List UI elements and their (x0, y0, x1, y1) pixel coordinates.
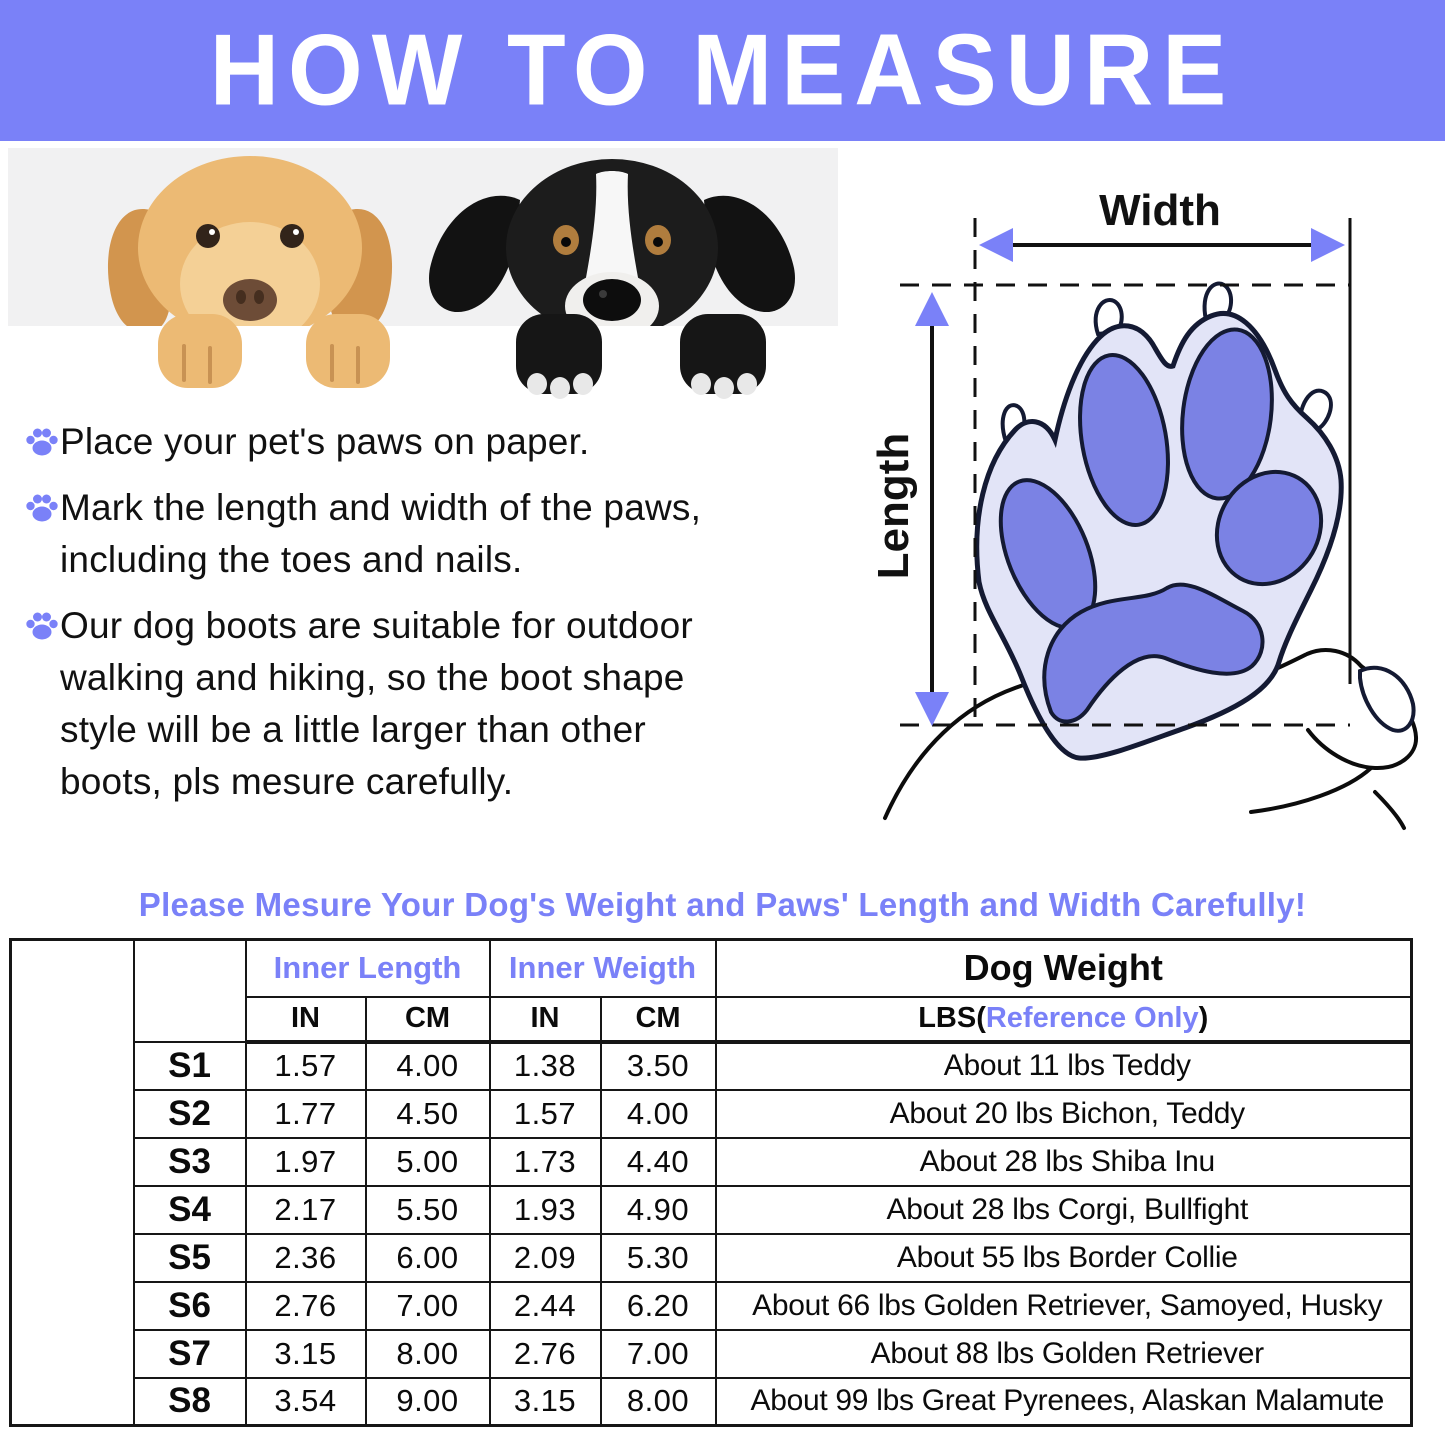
size-cell: S2 (134, 1090, 246, 1138)
table-row (11, 1042, 1412, 1090)
table-row (11, 1378, 1412, 1426)
width-cm-cell: 4.40 (601, 1138, 716, 1186)
unit-header-cm: CM (366, 997, 490, 1042)
measure-notice: Please Mesure Your Dog's Weight and Paws' Length and Width Carefully! (138, 886, 1307, 923)
length-in-cell: 2.76 (246, 1282, 366, 1330)
table-row (11, 1090, 1412, 1138)
width-in-cell: 1.93 (490, 1186, 601, 1234)
page-title: HOW TO MEASURE (209, 13, 1236, 127)
length-cm-cell: 7.00 (366, 1282, 490, 1330)
dog-weight-cell: About 20 lbs Bichon, Teddy (716, 1090, 1412, 1138)
lbs-header: LBS(Reference Only) (716, 997, 1412, 1042)
thumb-nail (1360, 668, 1414, 731)
length-in-cell: 1.77 (246, 1090, 366, 1138)
unit-header-cm: CM (601, 997, 716, 1042)
inner-width-header: Inner Weigth (490, 940, 716, 997)
width-in-cell: 1.38 (490, 1042, 601, 1090)
length-in-cell: 1.57 (246, 1042, 366, 1090)
length-in-cell: 2.36 (246, 1234, 366, 1282)
reference-only-label: Reference Only (985, 1002, 1199, 1034)
size-chart-side-label: SIZE CHART (13, 1141, 132, 1224)
size-chart-table (9, 938, 1413, 1427)
length-cm-cell: 4.50 (366, 1090, 490, 1138)
width-in-cell: 2.76 (490, 1330, 601, 1378)
length-in-cell: 2.17 (246, 1186, 366, 1234)
instruction-text: Place your pet's paws on paper. (60, 421, 590, 462)
dog-weight-header: Dog Weight (716, 940, 1412, 997)
length-cm-cell: 5.50 (366, 1186, 490, 1234)
dog-weight-cell: About 88 lbs Golden Retriever (716, 1330, 1412, 1378)
width-cm-cell: 4.00 (601, 1090, 716, 1138)
length-cm-cell: 9.00 (366, 1378, 490, 1426)
length-cm-cell: 4.00 (366, 1042, 490, 1090)
width-in-cell: 1.73 (490, 1138, 601, 1186)
size-chart-side-band (11, 940, 134, 1426)
size-cell: S7 (134, 1330, 246, 1378)
instruction-item (24, 482, 856, 586)
table-row (11, 1186, 1412, 1234)
width-cm-cell: 6.20 (601, 1282, 716, 1330)
instruction-text: Mark the length and width of the paws, including the toes and nails. (60, 487, 702, 580)
width-cm-cell: 5.30 (601, 1234, 716, 1282)
table-row (11, 1138, 1412, 1186)
width-cm-cell: 8.00 (601, 1378, 716, 1426)
header-banner (0, 0, 1445, 141)
length-in-cell: 1.97 (246, 1138, 366, 1186)
empty-header-cell (134, 940, 246, 1042)
width-label: Width (1099, 186, 1221, 235)
width-cm-cell: 3.50 (601, 1042, 716, 1090)
dog-weight-cell: About 11 lbs Teddy (716, 1042, 1412, 1090)
table-row (11, 1330, 1412, 1378)
unit-header-in: IN (490, 997, 601, 1042)
width-cm-cell: 7.00 (601, 1330, 716, 1378)
dog-weight-cell: About 28 lbs Shiba Inu (716, 1138, 1412, 1186)
dogs-photo-illustration (0, 148, 850, 420)
dog-weight-cell: About 99 lbs Great Pyrenees, Alaskan Malamute (716, 1378, 1412, 1426)
instruction-item (24, 600, 856, 808)
paw-icon (24, 425, 60, 457)
paw-icon (24, 609, 60, 641)
paw-icon (24, 491, 60, 523)
width-cm-cell: 4.90 (601, 1186, 716, 1234)
length-cm-cell: 8.00 (366, 1330, 490, 1378)
dog-weight-cell: About 55 lbs Border Collie (716, 1234, 1412, 1282)
length-cm-cell: 5.00 (366, 1138, 490, 1186)
size-cell: S8 (134, 1378, 246, 1426)
paw-measurement-diagram (855, 150, 1445, 880)
length-in-cell: 3.54 (246, 1378, 366, 1426)
width-in-cell: 1.57 (490, 1090, 601, 1138)
width-in-cell: 3.15 (490, 1378, 601, 1426)
table-row (11, 1282, 1412, 1330)
instructions-list (24, 416, 856, 822)
size-cell: S3 (134, 1138, 246, 1186)
length-label: Length (869, 432, 918, 580)
instruction-item (24, 416, 856, 468)
size-cell: S4 (134, 1186, 246, 1234)
size-cell: S1 (134, 1042, 246, 1090)
instruction-text: Our dog boots are suitable for outdoor walking and hiking, so the boot shape style will be a little larger than other boots, pls mesure carefully. (60, 605, 693, 802)
length-cm-cell: 6.00 (366, 1234, 490, 1282)
size-cell: S5 (134, 1234, 246, 1282)
width-in-cell: 2.09 (490, 1234, 601, 1282)
table-row (11, 1234, 1412, 1282)
unit-header-in: IN (246, 997, 366, 1042)
dog-weight-cell: About 28 lbs Corgi, Bullfight (716, 1186, 1412, 1234)
length-in-cell: 3.15 (246, 1330, 366, 1378)
dog-weight-cell: About 66 lbs Golden Retriever, Samoyed, Husky (716, 1282, 1412, 1330)
inner-length-header: Inner Length (246, 940, 490, 997)
paw-drawing (977, 284, 1342, 759)
size-cell: S6 (134, 1282, 246, 1330)
width-in-cell: 2.44 (490, 1282, 601, 1330)
